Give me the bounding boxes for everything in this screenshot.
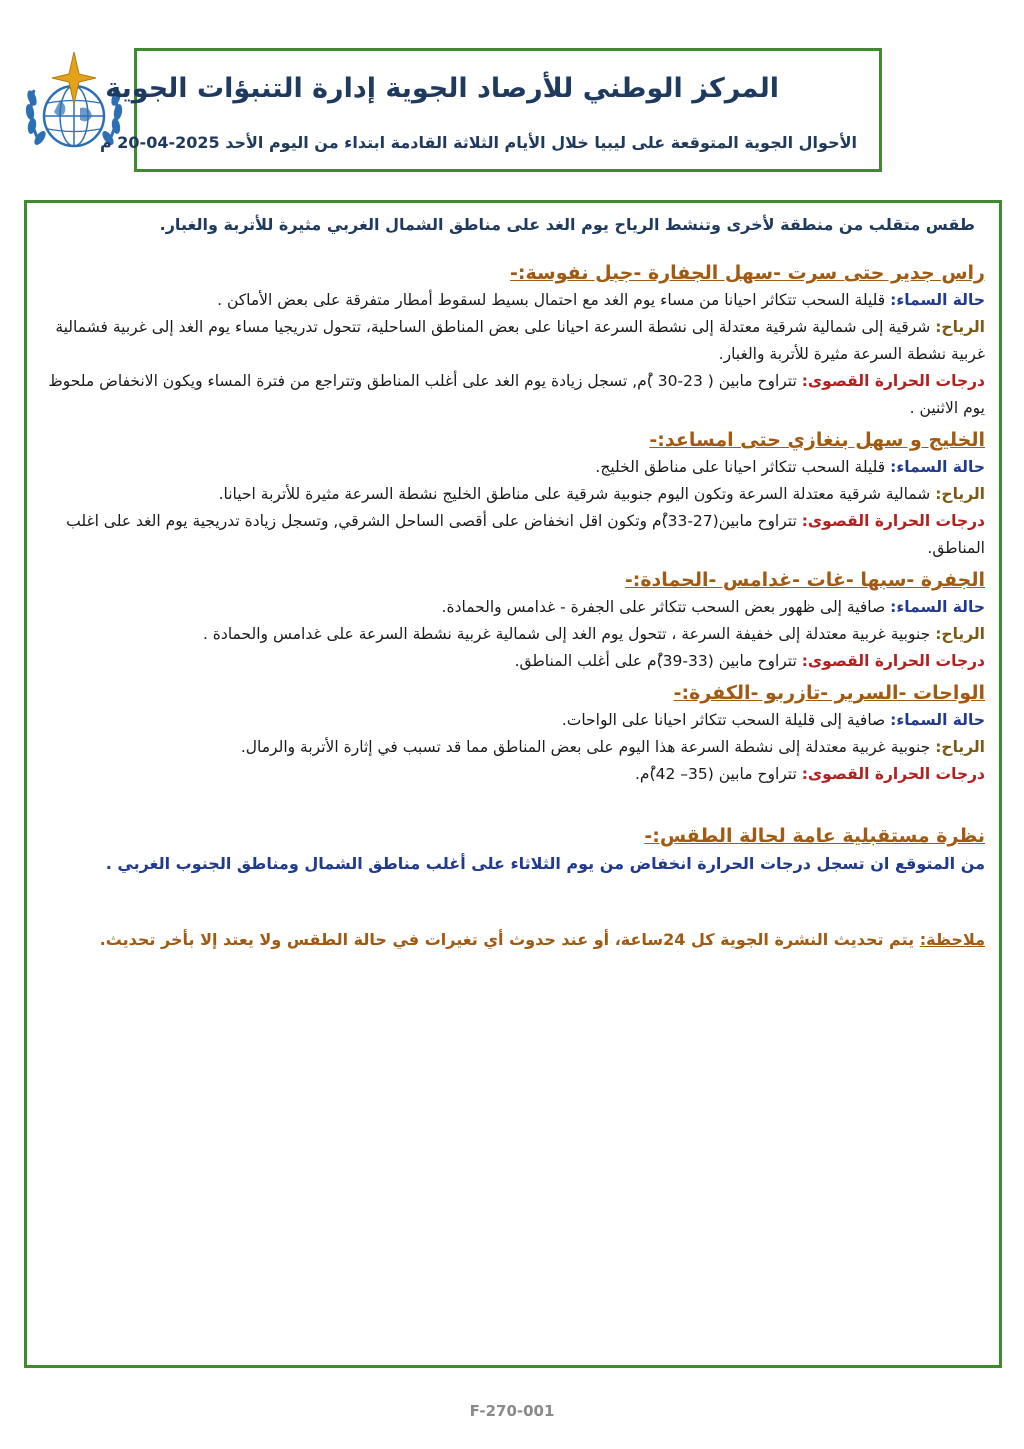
section-title: الخليج و سهل بنغازي حتى امساعد:- <box>649 429 985 451</box>
sky-text: قليلة السحب تتكاثر احيانا على مناطق الخليج. <box>595 458 886 476</box>
wind-row <box>43 621 985 648</box>
sky-row <box>43 287 985 314</box>
region-section <box>43 259 985 422</box>
temp-label: درجات الحرارة القصوى: <box>801 765 985 783</box>
temp-text: تتراوح مابين (35– 42)ْم. <box>635 765 797 783</box>
update-note <box>43 926 985 954</box>
header-box <box>99 48 882 172</box>
region-section <box>43 679 985 788</box>
intro-summary: طقس متقلب من منطقة لأخرى وتنشط الرياح يوم الغد على مناطق الشمال الغربي مثيرة للأتربة والغبار. <box>159 215 975 234</box>
form-code: F-270-001 <box>469 1402 555 1420</box>
wind-label: الرياح: <box>935 625 985 643</box>
sky-text: قليلة السحب تتكاثر احيانا من مساء يوم الغد مع احتمال بسيط لسقوط أمطار متفرقة على بعض الأماكن . <box>217 291 886 309</box>
wind-label: الرياح: <box>935 485 985 503</box>
temp-label: درجات الحرارة القصوى: <box>801 652 985 670</box>
sky-label: حالة السماء: <box>890 458 985 476</box>
page-title: المركز الوطني للأرصاد الجوية إدارة التنبؤات الجوية <box>105 73 779 104</box>
wind-label: الرياح: <box>935 738 985 756</box>
section-title: راس جدير حتى سرت -سهل الجفارة -جبل نفوسة:- <box>510 262 985 284</box>
wind-row <box>43 734 985 761</box>
sky-text: صافية إلى قليلة السحب تتكاثر احيانا على الواحات. <box>561 711 886 729</box>
outlook-section <box>43 822 985 878</box>
temp-text: تتراوح مابين(27-33)ْم وتكون اقل انخفاض على أقصى الساحل الشرقي, وتسجل زيادة تدريجية يوم الغد على اغلب المناطق. <box>66 512 985 557</box>
wind-text: شمالية شرقية معتدلة السرعة وتكون اليوم جنوبية شرقية على مناطق الخليج نشطة السرعة مثيرة للأتربة احيانا. <box>218 485 931 503</box>
sky-text: صافية إلى ظهور بعض السحب تتكاثر على الجفرة - غدامس والحمادة. <box>441 598 886 616</box>
region-section <box>43 426 985 562</box>
outlook-text: من المتوقع ان تسجل درجات الحرارة انخفاض من يوم الثلاثاء على أغلب مناطق الشمال ومناطق الجنوب الغربي . <box>105 854 985 873</box>
note-label: ملاحظة: <box>919 930 985 949</box>
sky-row <box>43 594 985 621</box>
note-text: يتم تحديث النشرة الجوية كل 24ساعة، أو عند حدوث أي تغيرات في حالة الطقس ولا يعتد إلا بأخر تحديث. <box>99 930 920 949</box>
sky-label: حالة السماء: <box>890 598 985 616</box>
wind-row <box>43 314 985 368</box>
temp-text: تتراوح مابين (33-39)ْم على أغلب المناطق. <box>514 652 797 670</box>
temp-label: درجات الحرارة القصوى: <box>801 372 985 390</box>
wind-row <box>43 481 985 508</box>
wind-text: جنوبية غربية معتدلة إلى خفيفة السرعة ، تتحول يوم الغد إلى شمالية غربية نشطة السرعة على غدامس والحمادة . <box>202 625 931 643</box>
forecast-body <box>24 200 1002 1368</box>
temp-text: تتراوح مابين ( 23-30 )ْم, تسجل زيادة يوم الغد على أغلب المناطق وتتراجع من فترة المساء ويكون الانخفاض ملحوظ يوم الاثنين . <box>48 372 985 417</box>
region-section <box>43 566 985 675</box>
wind-text: شرقية إلى شمالية شرقية معتدلة إلى نشطة السرعة احيانا على بعض المناطق الساحلية، تتحول تدريجيا مساء يوم الغد إلى غربية فشمالية غربية نشطة السرعة مثيرة للأتربة والغبار. <box>55 318 985 363</box>
wind-label: الرياح: <box>935 318 985 336</box>
temp-row <box>43 761 985 788</box>
section-title: الواحات -السرير -تازربو -الكفرة:- <box>673 682 985 704</box>
temp-row <box>43 648 985 675</box>
temp-row <box>43 368 985 422</box>
section-title: الجفرة -سبها -غات -غدامس -الحمادة:- <box>624 569 985 591</box>
note-section <box>43 926 985 954</box>
temp-row <box>43 508 985 562</box>
page-subtitle: الأحوال الجوية المتوقعة على ليبيا خلال الأيام الثلاثة القادمة ابتداء من اليوم الأحد 2025-04-20 م <box>99 133 857 152</box>
temp-label: درجات الحرارة القصوى: <box>801 512 985 530</box>
sky-row <box>43 707 985 734</box>
sky-label: حالة السماء: <box>890 291 985 309</box>
sky-label: حالة السماء: <box>890 711 985 729</box>
wind-text: جنوبية غربية معتدلة إلى نشطة السرعة هذا اليوم على بعض المناطق مما قد تسبب في إثارة الأتربة والرمال. <box>240 738 931 756</box>
outlook-title: نظرة مستقبلية عامة لحالة الطقس:- <box>644 825 985 847</box>
sky-row <box>43 454 985 481</box>
